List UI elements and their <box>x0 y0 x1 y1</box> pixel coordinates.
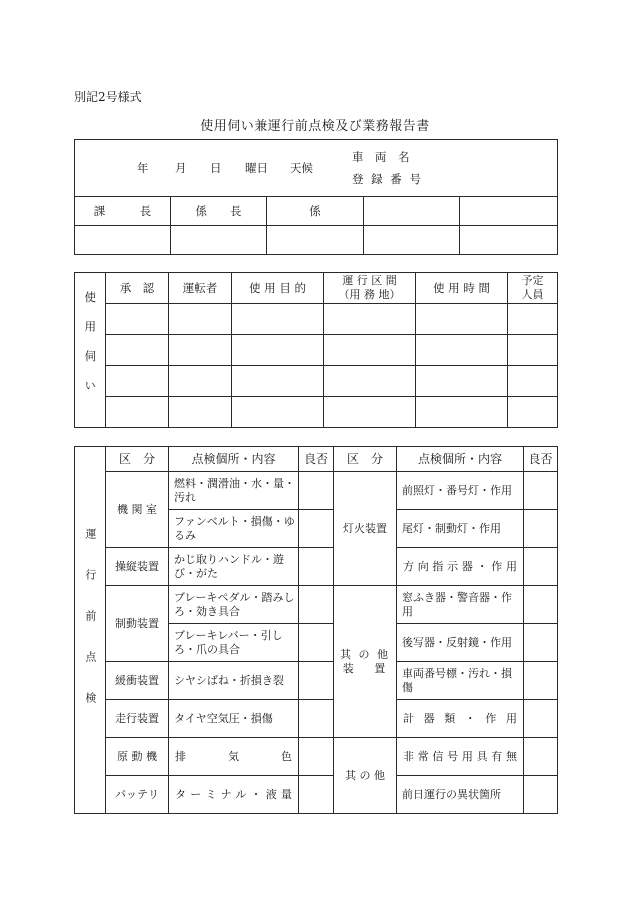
result-cell[interactable] <box>299 776 334 814</box>
check-item: ブレーキレバー・引しろ・爪の具合 <box>169 624 299 662</box>
approver-subsection-chief: 係 長 <box>171 197 267 226</box>
check-item: 窓ふき器・警音器・作用 <box>397 586 524 624</box>
date-weekday: 曜日 <box>245 161 268 175</box>
result-cell[interactable] <box>524 776 558 814</box>
entry-cell[interactable] <box>416 397 508 428</box>
entry-cell[interactable] <box>169 366 232 397</box>
entry-cell[interactable] <box>324 366 416 397</box>
result-cell[interactable] <box>524 586 558 624</box>
approver-section-chief: 課 長 <box>75 197 171 226</box>
result-cell[interactable] <box>299 738 334 776</box>
result-cell[interactable] <box>299 624 334 662</box>
col-route: 運 行 区 間 （用 務 地） <box>324 273 416 304</box>
col-purpose: 使 用 目 的 <box>232 273 324 304</box>
date-year: 年 <box>137 161 149 175</box>
entry-cell[interactable] <box>508 335 558 366</box>
entry-cell[interactable] <box>106 304 169 335</box>
inspection-side-label: 運行前点検 <box>83 527 97 733</box>
entry-cell[interactable] <box>324 397 416 428</box>
entry-cell[interactable] <box>324 304 416 335</box>
check-item: 非常信号用具有無 <box>397 738 524 776</box>
check-item: 計 器 類 ・ 作 用 <box>397 700 524 738</box>
category-suspension: 緩衝装置 <box>106 662 169 700</box>
entry-cell[interactable] <box>416 304 508 335</box>
result-cell[interactable] <box>299 472 334 510</box>
check-item: 排 気 色 <box>169 738 299 776</box>
entry-cell[interactable] <box>508 397 558 428</box>
entry-cell[interactable] <box>232 335 324 366</box>
form-id: 別記2号様式 <box>74 90 142 104</box>
check-item: ターミナル・液量 <box>169 776 299 814</box>
weather-label: 天候 <box>290 161 313 175</box>
result-cell[interactable] <box>524 624 558 662</box>
check-item: かじ取りハンドル・遊び・がた <box>169 548 299 586</box>
category-running-gear: 走行装置 <box>106 700 169 738</box>
stamp-cell[interactable] <box>364 226 460 255</box>
check-item: 尾灯・制動灯・作用 <box>397 510 524 548</box>
check-item: 後写器・反射鏡・作用 <box>397 624 524 662</box>
result-cell[interactable] <box>524 548 558 586</box>
category-other: 其 の 他 <box>334 738 397 814</box>
result-cell[interactable] <box>299 700 334 738</box>
result-cell[interactable] <box>524 472 558 510</box>
result-cell[interactable] <box>524 700 558 738</box>
entry-cell[interactable] <box>169 335 232 366</box>
col-category-left: 区 分 <box>106 447 169 472</box>
usage-request-table <box>74 272 558 428</box>
col-check-item-left: 点検個所・内容 <box>169 447 299 472</box>
stamp-cell[interactable] <box>267 226 364 255</box>
result-cell[interactable] <box>524 738 558 776</box>
registration-number-label: 登 録 番 号 <box>352 172 423 186</box>
entry-cell[interactable] <box>232 397 324 428</box>
category-engine-room: 機 関 室 <box>106 472 169 548</box>
usage-request-side-label: 使用伺い <box>83 291 98 409</box>
header-table <box>74 139 558 255</box>
check-item: シヤシばね・折損き裂 <box>169 662 299 700</box>
vehicle-name-label: 車 両 名 <box>352 150 410 164</box>
entry-cell[interactable] <box>106 397 169 428</box>
category-engine: 原 動 機 <box>106 738 169 776</box>
entry-cell[interactable] <box>416 335 508 366</box>
entry-cell[interactable] <box>416 366 508 397</box>
col-passengers: 予定 人員 <box>508 273 558 304</box>
check-item: 車両番号標・汚れ・損傷 <box>397 662 524 700</box>
result-cell[interactable] <box>299 586 334 624</box>
result-cell[interactable] <box>524 662 558 700</box>
check-item: 前照灯・番号灯・作用 <box>397 472 524 510</box>
col-category-right: 区 分 <box>334 447 397 472</box>
category-other-equipment: 其 の 他 装 置 <box>334 586 397 738</box>
entry-cell[interactable] <box>106 335 169 366</box>
entry-cell[interactable] <box>508 304 558 335</box>
result-cell[interactable] <box>299 548 334 586</box>
entry-cell[interactable] <box>106 366 169 397</box>
date-day: 日 <box>210 161 222 175</box>
entry-cell[interactable] <box>508 366 558 397</box>
approver-staff: 係 <box>267 197 364 226</box>
check-item: タイヤ空気圧・損傷 <box>169 700 299 738</box>
result-cell[interactable] <box>299 662 334 700</box>
result-cell[interactable] <box>299 510 334 548</box>
col-driver: 運転者 <box>169 273 232 304</box>
stamp-cell[interactable] <box>171 226 267 255</box>
stamp-cell[interactable] <box>460 226 558 255</box>
entry-cell[interactable] <box>232 366 324 397</box>
check-item: 燃料・潤滑油・水・量・汚れ <box>169 472 299 510</box>
col-result-left: 良否 <box>299 447 334 472</box>
entry-cell[interactable] <box>169 397 232 428</box>
date-month: 月 <box>175 161 187 175</box>
category-lighting: 灯火装置 <box>334 472 397 586</box>
entry-cell[interactable] <box>324 335 416 366</box>
check-item: ブレーキペダル・踏みしろ・効き具合 <box>169 586 299 624</box>
col-approval: 承 認 <box>106 273 169 304</box>
entry-cell[interactable] <box>169 304 232 335</box>
category-braking: 制動装置 <box>106 586 169 662</box>
stamp-cell[interactable] <box>75 226 171 255</box>
category-steering: 操縦装置 <box>106 548 169 586</box>
approver-blank-1 <box>364 197 460 226</box>
check-item: 前日運行の異状箇所 <box>397 776 524 814</box>
page-title: 使用伺い兼運行前点検及び業務報告書 <box>200 119 430 134</box>
col-check-item-right: 点検個所・内容 <box>397 447 524 472</box>
check-item: ファンベルト・損傷・ゆるみ <box>169 510 299 548</box>
entry-cell[interactable] <box>232 304 324 335</box>
approver-blank-2 <box>460 197 558 226</box>
category-battery: バッテリ <box>106 776 169 814</box>
check-item: 方向指示器・作用 <box>397 548 524 586</box>
col-usage-time: 使 用 時 間 <box>416 273 508 304</box>
col-result-right: 良否 <box>524 447 558 472</box>
result-cell[interactable] <box>524 510 558 548</box>
inspection-table <box>74 446 558 814</box>
